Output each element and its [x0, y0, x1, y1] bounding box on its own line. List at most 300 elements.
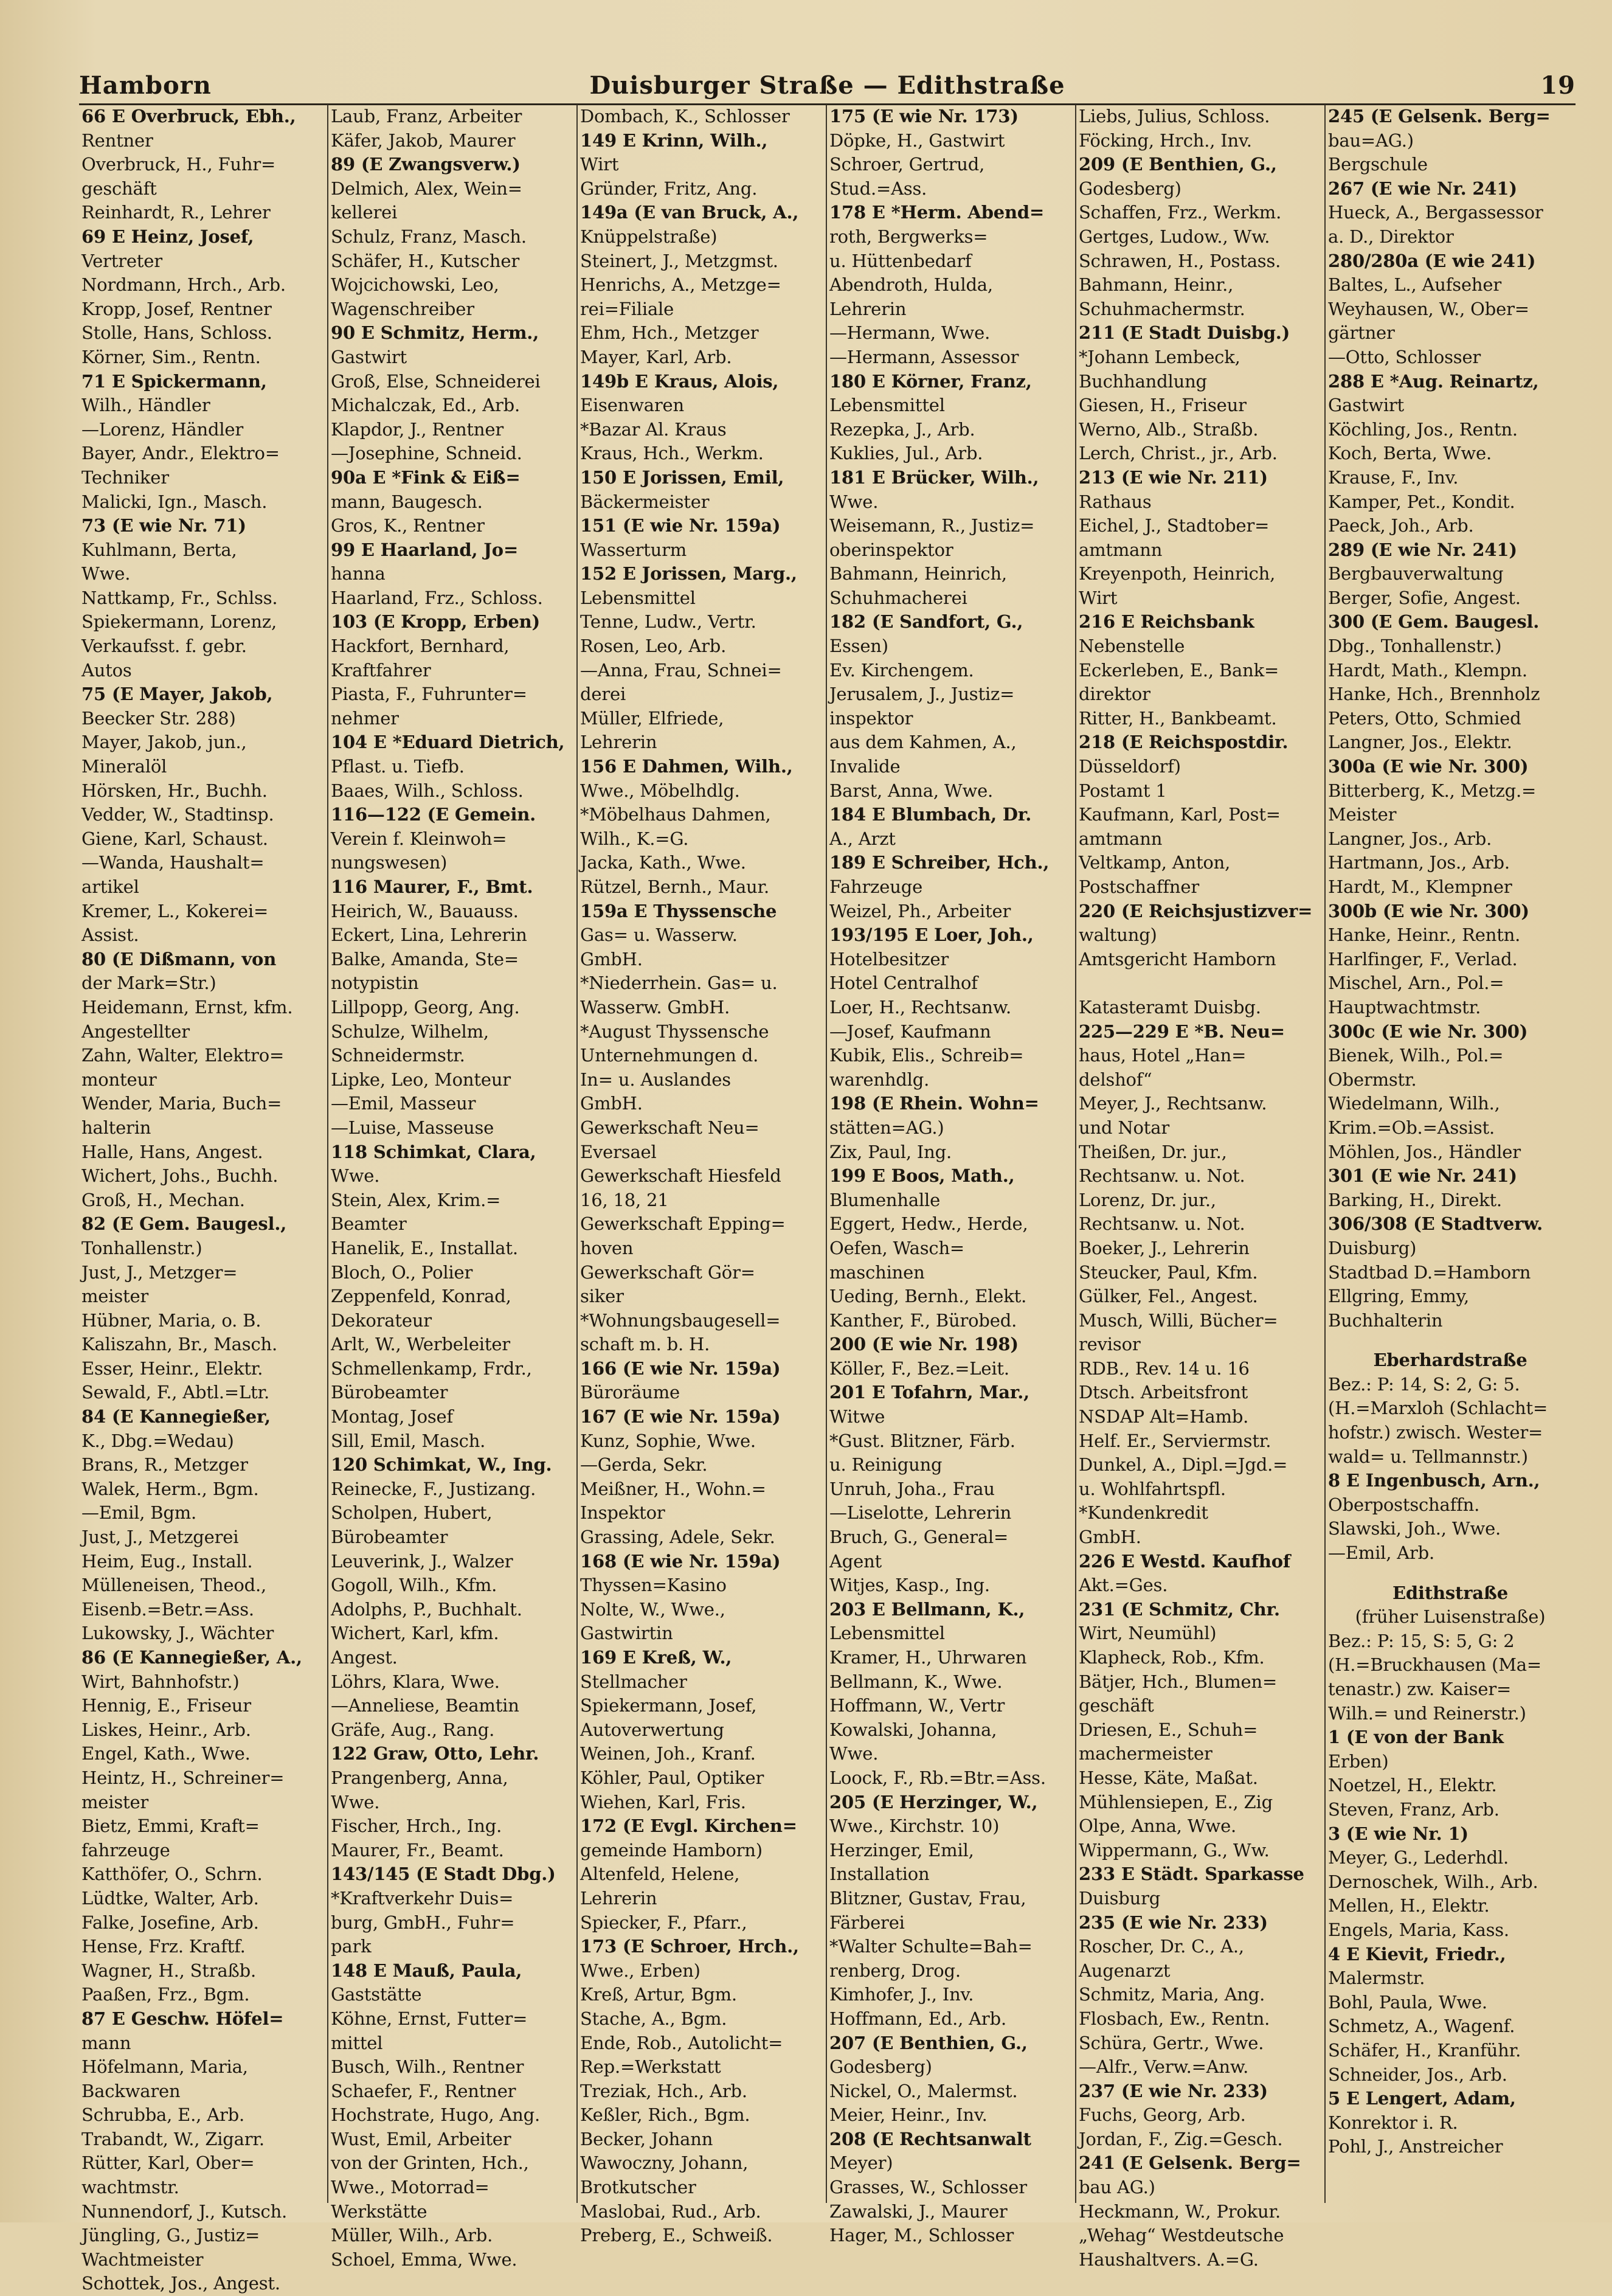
directory-entry-line: bau AG.) — [1079, 2177, 1155, 2198]
directory-entry-line: Engels, Maria, Kass. — [1328, 1919, 1509, 1940]
directory-entry-line: 69 E Heinz, Josef, — [81, 226, 254, 247]
directory-entry-line: Barking, H., Direkt. — [1328, 1189, 1502, 1210]
directory-entry-line: Roscher, Dr. C., A., — [1079, 1936, 1244, 1957]
directory-entry-line: Sewald, F., Abtl.=Ltr. — [81, 1382, 270, 1403]
directory-entry-line: Dernoschek, Wilh., Arb. — [1328, 1871, 1538, 1892]
directory-entry-line: 5 E Lengert, Adam, — [1328, 2088, 1516, 2109]
directory-entry-line: 169 E Kreß, W., — [580, 1647, 732, 1668]
directory-entry-line: Lukowsky, J., Wächter — [81, 1623, 274, 1644]
directory-entry-line: artikel — [81, 876, 139, 897]
directory-entry-line: Möhlen, Jos., Händler — [1328, 1141, 1521, 1162]
directory-entry-line: Schottek, Jos., Angest. — [81, 2273, 280, 2294]
directory-entry-line: Vertreter — [81, 250, 162, 271]
directory-entry-line: 118 Schimkat, Clara, — [331, 1141, 536, 1162]
directory-entry-line: Henrichs, A., Metzge= — [580, 274, 781, 296]
directory-entry-line: Wirt, Neumühl) — [1079, 1623, 1217, 1644]
directory-entry-line: Eisenb.=Betr.=Ass. — [81, 1598, 254, 1620]
directory-entry-line: Köhne, Ernst, Futter= — [331, 2008, 528, 2029]
directory-entry-line: Gewerkschaft Epping= — [580, 1213, 786, 1235]
page-number: 19 — [1540, 71, 1576, 100]
directory-entry-line: Duisburg — [1079, 1887, 1161, 1909]
directory-entry-line: oberinspektor — [829, 539, 953, 560]
directory-entry-line: Obermstr. — [1328, 1069, 1417, 1090]
directory-entry-line: Halle, Hans, Angest. — [81, 1141, 263, 1162]
directory-entry-line: Michalczak, Ed., Arb. — [331, 395, 521, 416]
directory-entry-line: Gas= u. Wasserw. — [580, 924, 738, 946]
directory-entry-line: Kuhlmann, Berta, — [81, 539, 237, 560]
directory-entry-line: Wagner, H., Straßb. — [81, 1960, 257, 1981]
directory-entry-line: Boeker, J., Lehrerin — [1079, 1237, 1250, 1258]
directory-entry-line: Giene, Karl, Schaust. — [81, 828, 268, 849]
directory-entry-line: Käfer, Jakob, Maurer — [331, 130, 516, 151]
directory-entry-line: Mellen, H., Elektr. — [1328, 1895, 1490, 1916]
directory-entry-line: 226 E Westd. Kaufhof — [1079, 1550, 1291, 1572]
directory-entry-line: Spiecker, F., Pfarr., — [580, 1912, 747, 1933]
directory-entry-line: Duisburg) — [1328, 1237, 1417, 1258]
directory-entry-line: Gülker, Fel., Angest. — [1079, 1286, 1258, 1307]
directory-entry-line: Bloch, O., Polier — [331, 1261, 473, 1283]
directory-entry-line: 75 (E Mayer, Jakob, — [81, 684, 273, 705]
directory-entry-line: 152 E Jorissen, Marg., — [580, 563, 797, 584]
directory-entry-line: Rützel, Bernh., Maur. — [580, 876, 770, 897]
directory-entry-line: Ev. Kirchengem. — [829, 659, 974, 681]
directory-entry-line: —Liselotte, Lehrerin — [829, 1502, 1012, 1524]
directory-entry-line: Schroer, Gertrud, — [829, 154, 985, 175]
directory-entry-line: schaft m. b. H. — [580, 1334, 710, 1355]
directory-entry-line: Gründer, Fritz, Ang. — [580, 178, 758, 199]
directory-entry-line: Gewerkschaft Gör= — [580, 1261, 755, 1283]
directory-entry-line: Wirt — [580, 154, 619, 175]
directory-entry-line: Rosen, Leo, Arb. — [580, 636, 727, 657]
directory-entry-line: Bäckermeister — [580, 491, 710, 512]
directory-entry-line: Wilh.= und Reinerstr.) — [1328, 1702, 1526, 1724]
directory-entry-line: Gräfe, Aug., Rang. — [331, 1719, 495, 1740]
directory-entry-line: stätten=AG.) — [829, 1117, 944, 1138]
directory-entry-line: 82 (E Gem. Baugesl., — [81, 1213, 287, 1235]
directory-entry-line: —Lorenz, Händler — [81, 418, 244, 440]
directory-entry-line: Dbg., Tonhallenstr.) — [1328, 636, 1502, 657]
directory-entry-line: Haushaltvers. A.=G. — [1079, 2249, 1259, 2270]
directory-entry-line: 151 (E wie Nr. 159a) — [580, 515, 781, 536]
directory-entry-line: Eckert, Lina, Lehrerin — [331, 924, 527, 946]
directory-entry-line: Rechtsanw. u. Not. — [1079, 1165, 1245, 1187]
directory-entry-line: Thyssen=Kasino — [580, 1575, 727, 1596]
directory-entry-line: —Josef, Kaufmann — [829, 1021, 991, 1042]
directory-entry-line: Bitterberg, K., Metzg.= — [1328, 780, 1537, 801]
directory-entry-line: Spiekermann, Josef, — [580, 1695, 757, 1716]
directory-entry-line: 203 E Bellmann, K., — [829, 1598, 1025, 1620]
directory-entry-line: Grasses, W., Schlosser — [829, 2177, 1027, 2198]
directory-entry-line: 235 (E wie Nr. 233) — [1079, 1912, 1268, 1933]
directory-entry-line: Paaßen, Frz., Bgm. — [81, 1984, 250, 2005]
directory-entry-line: 300a (E wie Nr. 300) — [1328, 756, 1529, 777]
directory-entry-line: Wwe. — [331, 1791, 380, 1812]
directory-entry-line: Spiekermann, Lorenz, — [81, 611, 277, 633]
directory-entry-line: A., Arzt — [829, 828, 896, 849]
directory-entry-line: —Anna, Frau, Schnei= — [580, 659, 782, 681]
directory-entry-line: Unruh, Joha., Frau — [829, 1478, 995, 1499]
directory-entry-line: Lehrerin — [580, 732, 657, 753]
directory-entry-line: Schaffen, Frz., Werkm. — [1079, 202, 1282, 223]
directory-entry-line: Schüra, Gertr., Wwe. — [1079, 2032, 1264, 2053]
directory-entry-line: Laub, Franz, Arbeiter — [331, 106, 522, 127]
directory-entry-line: Kreyenpoth, Heinrich, — [1079, 563, 1276, 584]
directory-entry-line: Stein, Alex, Krim.= — [331, 1189, 501, 1210]
directory-entry-line: *Bazar Al. Kraus — [580, 418, 727, 440]
directory-entry-line: Bellmann, K., Wwe. — [829, 1671, 1003, 1692]
directory-entry-line: Dekorateur — [331, 1309, 432, 1331]
directory-entry-line: revisor — [1079, 1334, 1141, 1355]
directory-entry-line: Katthöfer, O., Schrn. — [81, 1864, 263, 1885]
directory-entry-line: u. Reinigung — [829, 1454, 943, 1476]
directory-entry-line: *Wohnungsbaugesell= — [580, 1309, 781, 1331]
directory-entry-line: Düsseldorf) — [1079, 756, 1181, 777]
directory-entry-line: fahrzeuge — [81, 1839, 170, 1861]
directory-entry-line: Fuchs, Georg, Arb. — [1079, 2104, 1246, 2126]
directory-entry-line: 148 E Mauß, Paula, — [331, 1960, 522, 1981]
directory-entry-line: Hardt, M., Klempner — [1328, 876, 1512, 897]
directory-entry-line: Autos — [81, 659, 132, 681]
street-subheading-edithstrasse: (früher Luisenstraße) — [1355, 1606, 1546, 1628]
directory-entry-line: Kaliszahn, Br., Masch. — [81, 1334, 277, 1355]
directory-entry-line: 231 (E Schmitz, Chr. — [1079, 1598, 1280, 1620]
directory-entry-line: Flosbach, Ew., Rentn. — [1079, 2008, 1270, 2029]
directory-entry-line: *Johann Lembeck, — [1079, 346, 1240, 367]
directory-entry-line: Meier, Heinr., Inv. — [829, 2104, 988, 2126]
directory-entry-line: Schaefer, F., Rentner — [331, 2080, 516, 2101]
directory-entry-line: Liskes, Heinr., Arb. — [81, 1719, 251, 1740]
directory-entry-line: 182 (E Sandfort, G., — [829, 611, 1023, 633]
directory-entry-line: renberg, Drog. — [829, 1960, 961, 1981]
directory-entry-line: Wwe., Erben) — [580, 1960, 700, 1981]
directory-entry-line: 220 (E Reichsjustizver= — [1079, 900, 1313, 921]
directory-entry-line: Bruch, G., General= — [829, 1527, 1009, 1548]
directory-entry-line: 90 E Schmitz, Herm., — [331, 322, 539, 344]
directory-entry-line: 245 (E Gelsenk. Berg= — [1328, 106, 1551, 127]
directory-entry-line: Wwe. — [829, 491, 879, 512]
directory-entry-line: Krause, F., Inv. — [1328, 466, 1459, 488]
directory-entry-line: —Anneliese, Beamtin — [331, 1695, 519, 1716]
directory-entry-line: Kamper, Pet., Kondit. — [1328, 491, 1515, 512]
directory-entry-line: Nickel, O., Malermst. — [829, 2080, 1018, 2101]
directory-entry-line — [1079, 971, 1322, 996]
directory-entry-line: Kuklies, Jul., Arb. — [829, 443, 983, 464]
directory-entry-line: Piasta, F., Fuhrunter= — [331, 684, 527, 705]
directory-entry-line: 289 (E wie Nr. 241) — [1328, 539, 1517, 560]
directory-entry-line: Nattkamp, Fr., Schlss. — [81, 587, 278, 608]
directory-entry-line: Wwe., Möbelhdlg. — [580, 780, 740, 801]
directory-entry-line: Mayer, Jakob, jun., — [81, 732, 247, 753]
directory-entry-line: Langner, Jos., Arb. — [1328, 828, 1492, 849]
directory-entry-line: Bahmann, Heinrich, — [829, 563, 1007, 584]
directory-entry-line: 300b (E wie Nr. 300) — [1328, 900, 1529, 921]
directory-entry-line: bau=AG.) — [1328, 130, 1414, 151]
directory-entry-line: Verkaufsst. f. gebr. — [81, 636, 247, 657]
directory-entry-line: Sill, Emil, Masch. — [331, 1430, 486, 1451]
directory-entry-line: Groß, Else, Schneiderei — [331, 370, 541, 392]
street-heading-eberhardstrasse: Eberhardstraße — [1373, 1350, 1527, 1371]
directory-entry-line: Kubik, Elis., Schreib= — [829, 1045, 1024, 1066]
directory-entry-line: hoven — [580, 1237, 634, 1258]
directory-entry-line: Olpe, Anna, Wwe. — [1079, 1816, 1237, 1837]
directory-entry-line: Eisenwaren — [580, 395, 684, 416]
directory-entry-line: Groß, H., Mechan. — [81, 1189, 245, 1210]
directory-entry-line: *Möbelhaus Dahmen, — [580, 804, 771, 825]
directory-entry-line: Stellmacher — [580, 1671, 687, 1692]
directory-entry-line: 149 E Krinn, Wilh., — [580, 130, 768, 151]
directory-entry-line: —Gerda, Sekr. — [580, 1454, 708, 1476]
directory-entry-line: wachtmstr. — [81, 2177, 179, 2198]
directory-entry-line: Reinhardt, R., Lehrer — [81, 202, 271, 223]
directory-entry-line: Jüngling, G., Justiz= — [81, 2225, 260, 2246]
directory-entry-line: Hoffmann, Ed., Arb. — [829, 2008, 1006, 2029]
directory-entry-line: Schrubba, E., Arb. — [81, 2104, 244, 2126]
directory-entry-line: Wichert, Johs., Buchh. — [81, 1165, 278, 1187]
directory-entry-line: Zix, Paul, Ing. — [829, 1141, 952, 1162]
directory-entry-line: Berger, Sofie, Angest. — [1328, 587, 1521, 608]
directory-entry-line: Becker, Johann — [580, 2128, 713, 2149]
directory-entry-line: Gertges, Ludow., Ww. — [1079, 226, 1270, 247]
directory-entry-line: Backwaren — [81, 2080, 181, 2101]
directory-entry-line: Föcking, Hrch., Inv. — [1079, 130, 1252, 151]
directory-entry-line: Driesen, E., Schuh= — [1079, 1719, 1258, 1740]
directory-entry-line: Wiedelmann, Wilh., — [1328, 1093, 1500, 1114]
directory-entry-line: Jordan, F., Zig.=Gesch. — [1079, 2128, 1283, 2149]
directory-entry-line: 184 E Blumbach, Dr. — [829, 804, 1032, 825]
directory-entry-line: Bürobeamter — [331, 1527, 448, 1548]
directory-entry-line: —Alfr., Verw.=Anw. — [1079, 2056, 1249, 2078]
directory-entry-line: Peters, Otto, Schmied — [1328, 707, 1521, 729]
directory-entry-line: Just, J., Metzger= — [81, 1261, 238, 1283]
directory-entry-line: NSDAP Alt=Hamb. — [1079, 1406, 1249, 1427]
directory-entry-line: 178 E *Herm. Abend= — [829, 202, 1045, 223]
directory-entry-line: 216 E Reichsbank — [1079, 611, 1254, 633]
directory-entry-line: Hackfort, Bernhard, — [331, 636, 510, 657]
directory-entry-line: Postamt 1 — [1079, 780, 1167, 801]
directory-entry-line: Wwe., Kirchstr. 10) — [829, 1816, 1000, 1837]
directory-entry-line: inspektor — [829, 707, 913, 729]
directory-entry-line: kellerei — [331, 202, 398, 223]
directory-entry-line: Gastwirt — [331, 346, 407, 367]
directory-column-4 — [827, 105, 1076, 2246]
directory-entry-line: Gastwirt — [1328, 395, 1405, 416]
directory-entry-line: RDB., Rev. 14 u. 16 — [1079, 1358, 1250, 1379]
directory-entry-line: Herzinger, Emil, — [829, 1839, 974, 1861]
directory-entry-line: tenastr.) zw. Kaiser= — [1328, 1679, 1512, 1699]
directory-entry-line: Gogoll, Wilh., Kfm. — [331, 1575, 497, 1596]
directory-entry-line: u. Hüttenbedarf — [829, 250, 972, 271]
directory-column-1 — [79, 105, 328, 2294]
directory-entry-line: Leuverink, J., Walzer — [331, 1550, 513, 1572]
directory-entry-line: hanna — [331, 563, 386, 584]
directory-entry-line: Stud.=Ass. — [829, 178, 927, 199]
directory-entry-line: Wirt, Bahnhofstr.) — [81, 1671, 240, 1692]
directory-entry-line: Rezepka, J., Arb. — [829, 418, 975, 440]
directory-entry-line: Amtsgericht Hamborn — [1079, 948, 1276, 969]
directory-entry-line: park — [331, 1936, 372, 1957]
directory-entry-line: Mayer, Karl, Arb. — [580, 346, 732, 367]
directory-entry-line: GmbH. — [1079, 1527, 1141, 1548]
directory-entry-line: Hanke, Heinr., Rentn. — [1328, 924, 1521, 946]
directory-entry-line: 149b E Kraus, Alois, — [580, 370, 779, 392]
directory-entry-line: Döpke, H., Gastwirt — [829, 130, 1005, 151]
directory-entry-line: Hager, M., Schlosser — [829, 2225, 1014, 2246]
directory-entry-line: Malicki, Ign., Masch. — [81, 491, 268, 512]
directory-entry-line: Nordmann, Hrch., Arb. — [81, 274, 286, 296]
directory-entry-line: Weizel, Ph., Arbeiter — [829, 900, 1011, 921]
directory-entry-line: Schmellenkamp, Frdr., — [331, 1358, 532, 1379]
directory-entry-line: 89 (E Zwangsverw.) — [331, 154, 521, 175]
directory-entry-line: Koch, Berta, Wwe. — [1328, 443, 1492, 464]
directory-entry-line: 306/308 (E Stadtverw. — [1328, 1213, 1543, 1235]
directory-entry-line: 87 E Geschw. Höfel= — [81, 2008, 284, 2029]
directory-entry-line: Paeck, Joh., Arb. — [1328, 515, 1474, 536]
directory-entry-line: Ritter, H., Bankbeamt. — [1079, 707, 1277, 729]
directory-entry-line: (H.=Marxloh (Schlacht= — [1328, 1398, 1548, 1419]
directory-entry-line: Hanke, Hch., Brennholz — [1328, 684, 1540, 705]
directory-entry-line: Rechtsanw. u. Not. — [1079, 1213, 1245, 1235]
directory-entry-line: Müller, Wilh., Arb. — [331, 2225, 493, 2246]
directory-entry-line: Meyer) — [829, 2152, 893, 2174]
directory-entry-line: 166 (E wie Nr. 159a) — [580, 1358, 781, 1379]
directory-entry-line: 3 (E wie Nr. 1) — [1328, 1823, 1468, 1844]
directory-entry-line: Langner, Jos., Elektr. — [1328, 732, 1512, 753]
directory-entry-line: 168 (E wie Nr. 159a) — [580, 1550, 781, 1572]
directory-entry-line: Wojcichowski, Leo, — [331, 274, 499, 296]
directory-entry-line: Keßler, Rich., Bgm. — [580, 2104, 750, 2126]
directory-entry-line: Konrektor i. R. — [1328, 2112, 1458, 2133]
directory-entry-line: Walek, Herm., Bgm. — [81, 1478, 259, 1499]
directory-entry-line: Overbruck, H., Fuhr= — [81, 154, 276, 175]
directory-column-3 — [578, 105, 827, 2246]
directory-entry-line: Ende, Rob., Autolicht= — [580, 2032, 783, 2053]
directory-entry-line: Wwe. — [829, 1743, 879, 1764]
directory-entry-line: Dombach, K., Schlosser — [580, 106, 790, 127]
directory-entry-line: Bohl, Paula, Wwe. — [1328, 1991, 1487, 2013]
header-city: Hamborn — [79, 71, 212, 100]
directory-entry-line: 103 (E Kropp, Erben) — [331, 611, 541, 633]
directory-entry-line: rei=Filiale — [580, 298, 674, 319]
directory-entry-line: Helf. Er., Serviermstr. — [1079, 1430, 1271, 1451]
directory-entry-line: Angestellter — [81, 1021, 190, 1042]
directory-entry-line: Zawalski, J., Maurer — [829, 2201, 1008, 2222]
directory-entry-line: 120 Schimkat, W., Ing. — [331, 1454, 552, 1476]
directory-entry-line: 301 (E wie Nr. 241) — [1328, 1165, 1517, 1187]
directory-entry-line: Hotelbesitzer — [829, 948, 949, 969]
directory-entry-line: Akt.=Ges. — [1079, 1575, 1168, 1596]
directory-entry-line: 172 (E Evgl. Kirchen= — [580, 1816, 797, 1837]
directory-entry-line: Unternehmungen d. — [580, 1045, 759, 1066]
directory-entry-line: Schoel, Emma, Wwe. — [331, 2249, 517, 2270]
directory-entry-line: 198 (E Rhein. Wohn= — [829, 1093, 1039, 1114]
directory-entry-line: Weinen, Joh., Kranf. — [580, 1743, 756, 1764]
directory-entry-line: Montag, Josef — [331, 1406, 454, 1427]
directory-entry-line: Godesberg) — [829, 2056, 932, 2078]
directory-entry-line: 199 E Boos, Math., — [829, 1165, 1015, 1187]
directory-entry-line: Wwe. — [331, 1165, 380, 1187]
directory-entry-line: Lüdtke, Walter, Arb. — [81, 1887, 259, 1909]
directory-entry-line: Malermstr. — [1328, 1968, 1425, 1989]
directory-entry-line: 211 (E Stadt Duisbg.) — [1079, 322, 1290, 344]
directory-entry-line: mann — [81, 2032, 131, 2053]
directory-entry-line: Schuhmacherei — [829, 587, 967, 608]
directory-entry-line: Arlt, W., Werbeleiter — [331, 1334, 510, 1355]
page-header — [79, 62, 1576, 105]
directory-entry-line: —Luise, Masseuse — [331, 1117, 494, 1138]
directory-entry-line: nungswesen) — [331, 852, 448, 873]
directory-entry-line: hofstr.) zwisch. Wester= — [1328, 1422, 1543, 1443]
directory-entry-line: Lorenz, Dr. jur., — [1079, 1189, 1216, 1210]
directory-entry-line: 288 E *Aug. Reinartz, — [1328, 370, 1539, 392]
directory-entry-line: Kremer, L., Kokerei= — [81, 900, 269, 921]
directory-entry-line: GmbH. — [580, 948, 643, 969]
directory-entry-line: 213 (E wie Nr. 211) — [1079, 466, 1268, 488]
directory-entry-line: 1 (E von der Bank — [1328, 1727, 1504, 1748]
directory-entry-line: Altenfeld, Helene, — [580, 1864, 740, 1885]
directory-entry-line: Kraus, Hch., Werkm. — [580, 443, 764, 464]
directory-entry-line: Wender, Maria, Buch= — [81, 1093, 282, 1114]
directory-entry-line: Baaes, Wilh., Schloss. — [331, 780, 524, 801]
directory-entry-line: Gastwirtin — [580, 1623, 673, 1644]
directory-entry-line: Rathaus — [1079, 491, 1152, 512]
directory-entry-line: Wirt — [1079, 587, 1118, 608]
directory-entry-line: Rütter, Karl, Ober= — [81, 2152, 255, 2174]
directory-entry-line: —Emil, Bgm. — [81, 1502, 197, 1524]
directory-entry-line: Weisemann, R., Justiz= — [829, 515, 1035, 536]
directory-entry-line: Schäfer, H., Kutscher — [331, 250, 520, 271]
directory-entry-line: 16, 18, 21 — [580, 1189, 669, 1210]
directory-entry-line: Schneider, Jos., Arb. — [1328, 2064, 1507, 2085]
directory-entry-line: In= u. Auslandes — [580, 1069, 731, 1090]
directory-entry-line: 167 (E wie Nr. 159a) — [580, 1406, 781, 1427]
directory-entry-line: meister — [81, 1286, 149, 1307]
directory-entry-line: Prangenberg, Anna, — [331, 1767, 508, 1788]
directory-entry-line: Gewerkschaft Neu= — [580, 1117, 759, 1138]
directory-entry-line: Nolte, W., Wwe., — [580, 1598, 725, 1620]
directory-entry-line: Bietz, Emmi, Kraft= — [81, 1816, 260, 1837]
directory-entry-line: Wasserturm — [580, 539, 687, 560]
directory-entry-line: Wagenschreiber — [331, 298, 474, 319]
directory-entry-line: gemeinde Hamborn) — [580, 1839, 763, 1861]
directory-entry-line: Agent — [829, 1550, 882, 1572]
directory-entry-line: Giesen, H., Friseur — [1079, 395, 1247, 416]
directory-entry-line: Bätjer, Hch., Blumen= — [1079, 1671, 1278, 1692]
directory-entry-line: Liebs, Julius, Schloss. — [1079, 106, 1270, 127]
directory-entry-line: Erben) — [1328, 1750, 1389, 1772]
directory-entry-line: *August Thyssensche — [580, 1021, 769, 1042]
directory-entry-line: Mischel, Arn., Pol.= — [1328, 973, 1504, 994]
directory-entry-line: 181 E Brücker, Wilh., — [829, 466, 1039, 488]
directory-entry-line: Schuhmachermstr. — [1079, 298, 1245, 319]
directory-entry-line: Höfelmann, Maria, — [81, 2056, 248, 2078]
directory-entry-line: Kramer, H., Uhrwaren — [829, 1647, 1027, 1668]
directory-entry-line: Slawski, Joh., Wwe. — [1328, 1518, 1501, 1539]
directory-entry-line: Werno, Alb., Straßb. — [1079, 418, 1259, 440]
directory-entry-line: Mühlensiepen, E., Zig — [1079, 1791, 1273, 1812]
directory-entry-line: 175 (E wie Nr. 173) — [829, 106, 1019, 127]
directory-entry-line: Hoffmann, W., Vertr — [829, 1695, 1005, 1716]
directory-entry-line: Gros, K., Rentner — [331, 515, 485, 536]
directory-entry-line: Eckerleben, E., Bank= — [1079, 659, 1279, 681]
directory-entry-line: Meister — [1328, 804, 1397, 825]
directory-entry-line: Bürobeamter — [331, 1382, 448, 1403]
directory-entry-line: Vedder, W., Stadtinsp. — [81, 804, 274, 825]
directory-entry-line: 218 (E Reichspostdir. — [1079, 732, 1289, 753]
directory-entry-line: 207 (E Benthien, G., — [829, 2032, 1028, 2053]
directory-entry-line: 143/145 (E Stadt Dbg.) — [331, 1864, 556, 1885]
directory-entry-line: Blitzner, Gustav, Frau, — [829, 1887, 1026, 1909]
directory-entry-line: Löhrs, Klara, Wwe. — [331, 1671, 500, 1692]
